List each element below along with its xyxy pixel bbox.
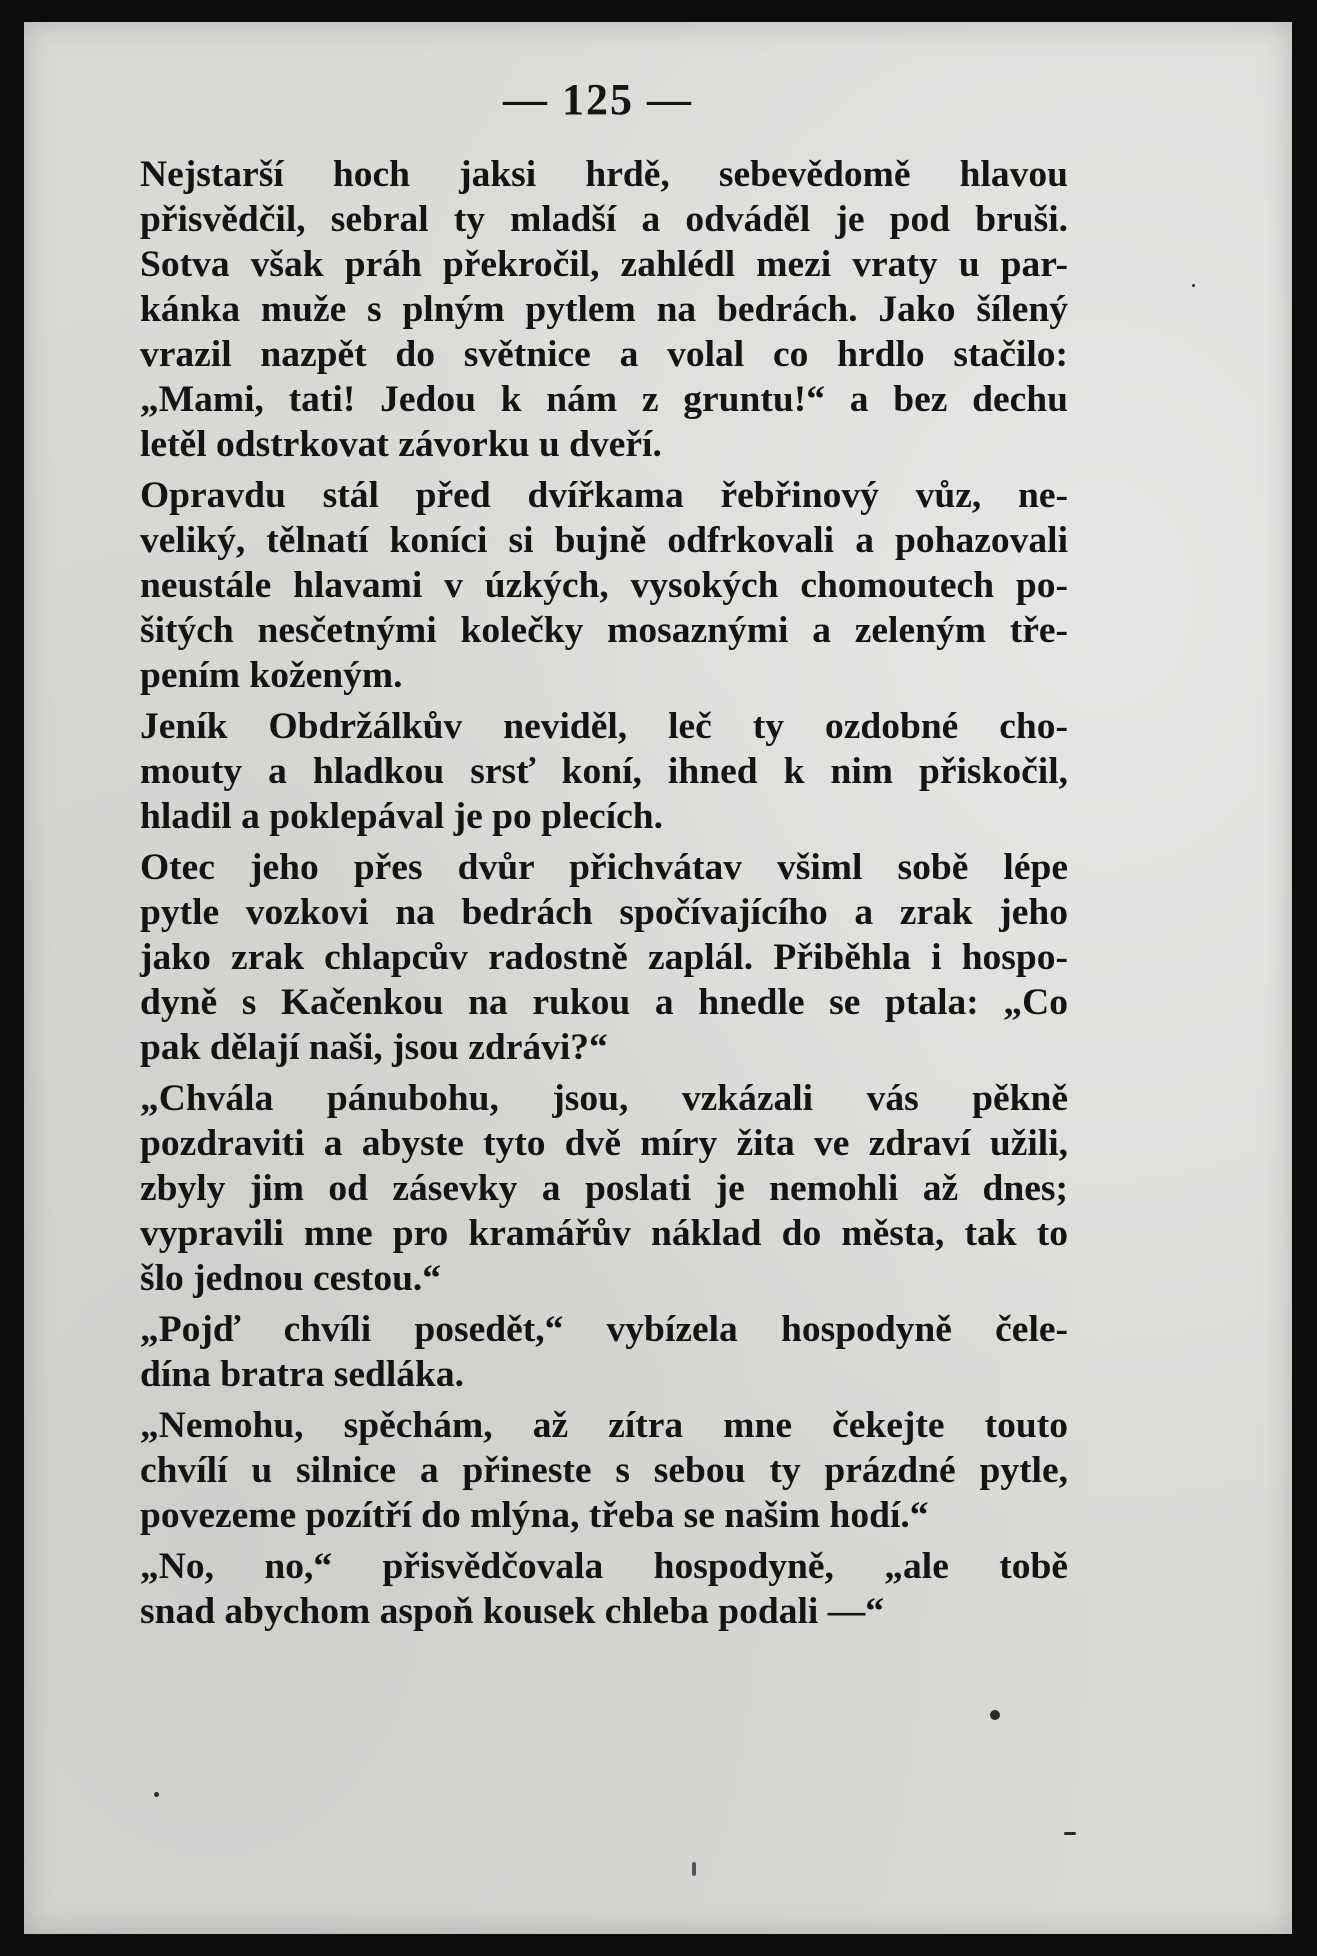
paper-speck [154,1792,159,1797]
text-line: Opravdu stál před dvířkama řebřinový vůz, ne- [140,475,1068,516]
text-line: chvílí u silnice a přineste s sebou ty prázdné pytle, [140,1450,1068,1491]
text-line: vypravili mne pro kramářův náklad do města, tak to [140,1213,1068,1254]
text-line: Sotva však práh překročil, zahlédl mezi vraty u par- [140,244,1068,285]
text-line: hladil a poklepával je po plecích. [140,796,663,837]
text-line: pením koženým. [140,655,403,696]
book-page [24,22,1292,1934]
text-line: vrazil nazpět do světnice a volal co hrdlo stačilo: [140,334,1068,375]
paragraph [44,473,1068,698]
paper-speck [692,1862,696,1876]
paper-speck [990,1710,1000,1720]
text-line: neustále hlavami v úzkých, vysokých chomoutech po- [140,565,1068,606]
paragraph [44,845,1068,1070]
paper-speck [1064,1832,1076,1835]
text-line: šitých nesčetnými kolečky mosaznými a zeleným tře- [140,610,1068,651]
text-line: „Pojď chvíli posedět,“ vybízela hospodyně čele- [140,1309,1068,1350]
text-line: kánka muže s plným pytlem na bedrách. Jako šílený [140,289,1068,330]
text-line: Jeník Obdržálkův neviděl, leč ty ozdobné cho- [140,706,1068,747]
page-number: — 125 — [503,75,693,124]
paragraph [44,1076,1068,1301]
text-line: povezeme pozítří do mlýna, třeba se našim hodí.“ [140,1495,929,1536]
paragraph [44,1544,1068,1634]
text-line: „Chvála pánubohu, jsou, vzkázali vás pěkně [140,1078,1068,1119]
text-line: pozdraviti a abyste tyto dvě míry žita ve zdraví užili, [140,1123,1068,1164]
text-line: Otec jeho přes dvůr přichvátav všiml sobě lépe [140,847,1068,888]
text-line: dyně s Kačenkou na rukou a hnedle se ptala: „Co [140,982,1068,1023]
paragraph [44,1403,1068,1538]
text-line: zbyly jim od zásevky a poslati je nemohli až dnes; [140,1168,1068,1209]
text-line: pytle vozkovi na bedrách spočívajícího a zrak jeho [140,892,1068,933]
text-line: „Nemohu, spěchám, až zítra mne čekejte touto [140,1405,1068,1446]
text-line: dína bratra sedláka. [140,1354,465,1395]
paragraph [44,1307,1068,1397]
paragraph [44,704,1068,839]
paper-speck [1192,284,1195,287]
text-line: pak dělají naši, jsou zdrávi?“ [140,1027,608,1068]
text-line: jako zrak chlapcův radostně zaplál. Přiběhla i hospo- [140,937,1068,978]
text-line: mouty a hladkou srsť koní, ihned k nim přiskočil, [140,751,1068,792]
text-line: letěl odstrkovat závorku u dveří. [140,424,662,465]
text-line: šlo jednou cestou.“ [140,1258,442,1299]
text-line: přisvědčil, sebral ty mladší a odváděl je pod bruši. [140,199,1068,240]
text-line: „Mami, tati! Jedou k nám z gruntu!“ a bez dechu [140,379,1068,420]
page-text [44,152,1068,1640]
text-line: Nejstarší hoch jaksi hrdě, sebevědomě hlavou [140,154,1068,195]
text-line: veliký, tělnatí koníci si bujně odfrkovali a pohazovali [140,520,1068,561]
paragraph [44,152,1068,467]
text-line: snad abychom aspoň kousek chleba podali —“ [140,1591,884,1632]
text-line: „No, no,“ přisvědčovala hospodyně, „ale tobě [140,1546,1068,1587]
